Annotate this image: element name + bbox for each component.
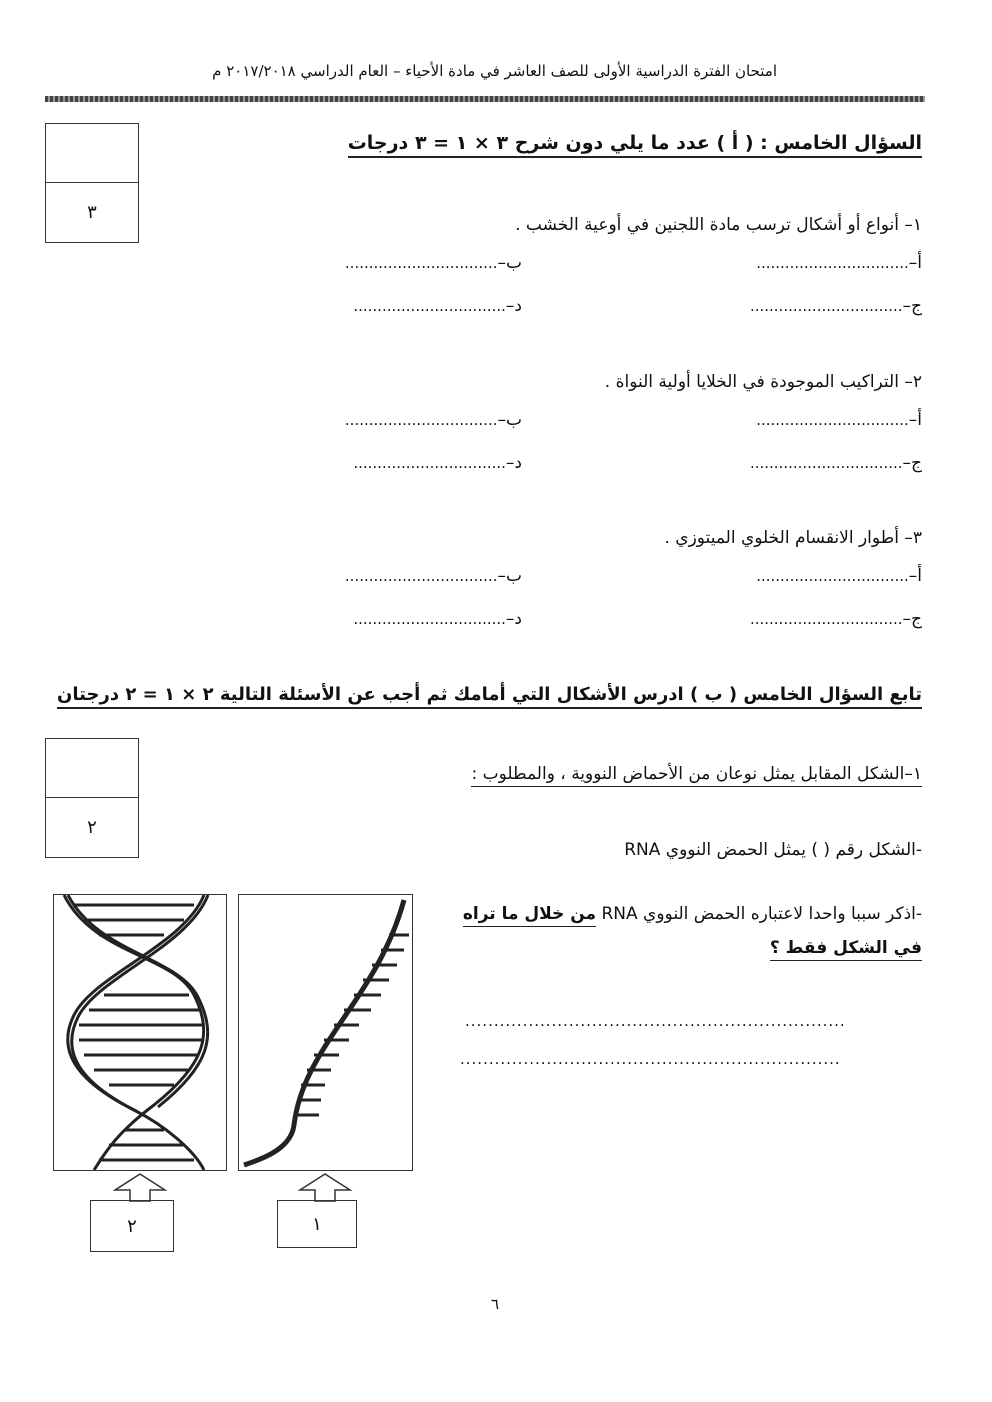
item-3-answer-a[interactable]: أ–................................ — [756, 566, 922, 586]
question-reason: -اذكر سببا واحدا لاعتباره الحمض النووي RNA من خلال ما تراه — [463, 904, 922, 924]
item-1-answer-c[interactable]: ج–................................ — [749, 296, 922, 316]
arrow-up-icon — [95, 1172, 185, 1202]
exam-header-title: امتحان الفترة الدراسية الأولى للصف العاشر في مادة الأحياء – العام الدراسي ٢٠١٧/٢٠١٨ م — [212, 62, 777, 80]
figure-2-label-box: ٢ — [90, 1200, 174, 1252]
page-number: ٦ — [490, 1295, 500, 1313]
item-3-answer-c[interactable]: ج–................................ — [749, 609, 922, 629]
part-b-intro: ١–الشكل المقابل يمثل نوعان من الأحماض النووية ، والمطلوب : — [471, 764, 922, 784]
figure-1-label-box: ١ — [277, 1200, 357, 1248]
question-reason-line2: في الشكل فقط ؟ — [770, 938, 922, 958]
header-divider — [45, 96, 925, 102]
score-box-part-a — [45, 123, 139, 243]
dna-double-helix-icon — [54, 895, 226, 1170]
figure-1-rna-diagram — [238, 894, 413, 1171]
item-1-prompt: ١– أنواع أو أشكال ترسب مادة اللجنين في أوعية الخشب . — [515, 215, 922, 235]
item-3-prompt: ٣– أطوار الانقسام الخلوي الميتوزي . — [664, 528, 922, 548]
answer-line-1[interactable]: .................................................................. — [465, 1012, 846, 1030]
item-2-answer-d[interactable]: د–................................ — [353, 453, 522, 473]
answer-line-2[interactable]: .................................................................. — [460, 1050, 841, 1068]
item-1-answer-a[interactable]: أ–................................ — [756, 253, 922, 273]
item-2-prompt: ٢– التراكيب الموجودة في الخلايا أولية النواة . — [604, 372, 922, 392]
item-1-answer-b[interactable]: ب–................................ — [344, 253, 522, 273]
item-2-answer-c[interactable]: ج–................................ — [749, 453, 922, 473]
figure-2-dna-diagram — [53, 894, 227, 1171]
item-2-answer-a[interactable]: أ–................................ — [756, 410, 922, 430]
rna-single-strand-icon — [239, 895, 412, 1170]
item-1-answer-d[interactable]: د–................................ — [353, 296, 522, 316]
part-b-title: تابع السؤال الخامس ( ب ) ادرس الأشكال التي أمامك ثم أجب عن الأسئلة التالية ٢ × ١ = ٢ درجتان — [57, 684, 922, 705]
item-2-answer-b[interactable]: ب–................................ — [344, 410, 522, 430]
score-value: ٣ — [87, 201, 97, 223]
question-figure-number[interactable]: -الشكل رقم ( ) يمثل الحمض النووي RNA — [624, 840, 922, 860]
arrow-up-icon — [280, 1172, 370, 1202]
score-value: ٢ — [87, 816, 97, 838]
part-a-title: السؤال الخامس : ( أ ) عدد ما يلي دون شرح ٣ × ١ = ٣ درجات — [348, 132, 922, 154]
item-3-answer-b[interactable]: ب–................................ — [344, 566, 522, 586]
item-3-answer-d[interactable]: د–................................ — [353, 609, 522, 629]
score-box-part-b — [45, 738, 139, 858]
